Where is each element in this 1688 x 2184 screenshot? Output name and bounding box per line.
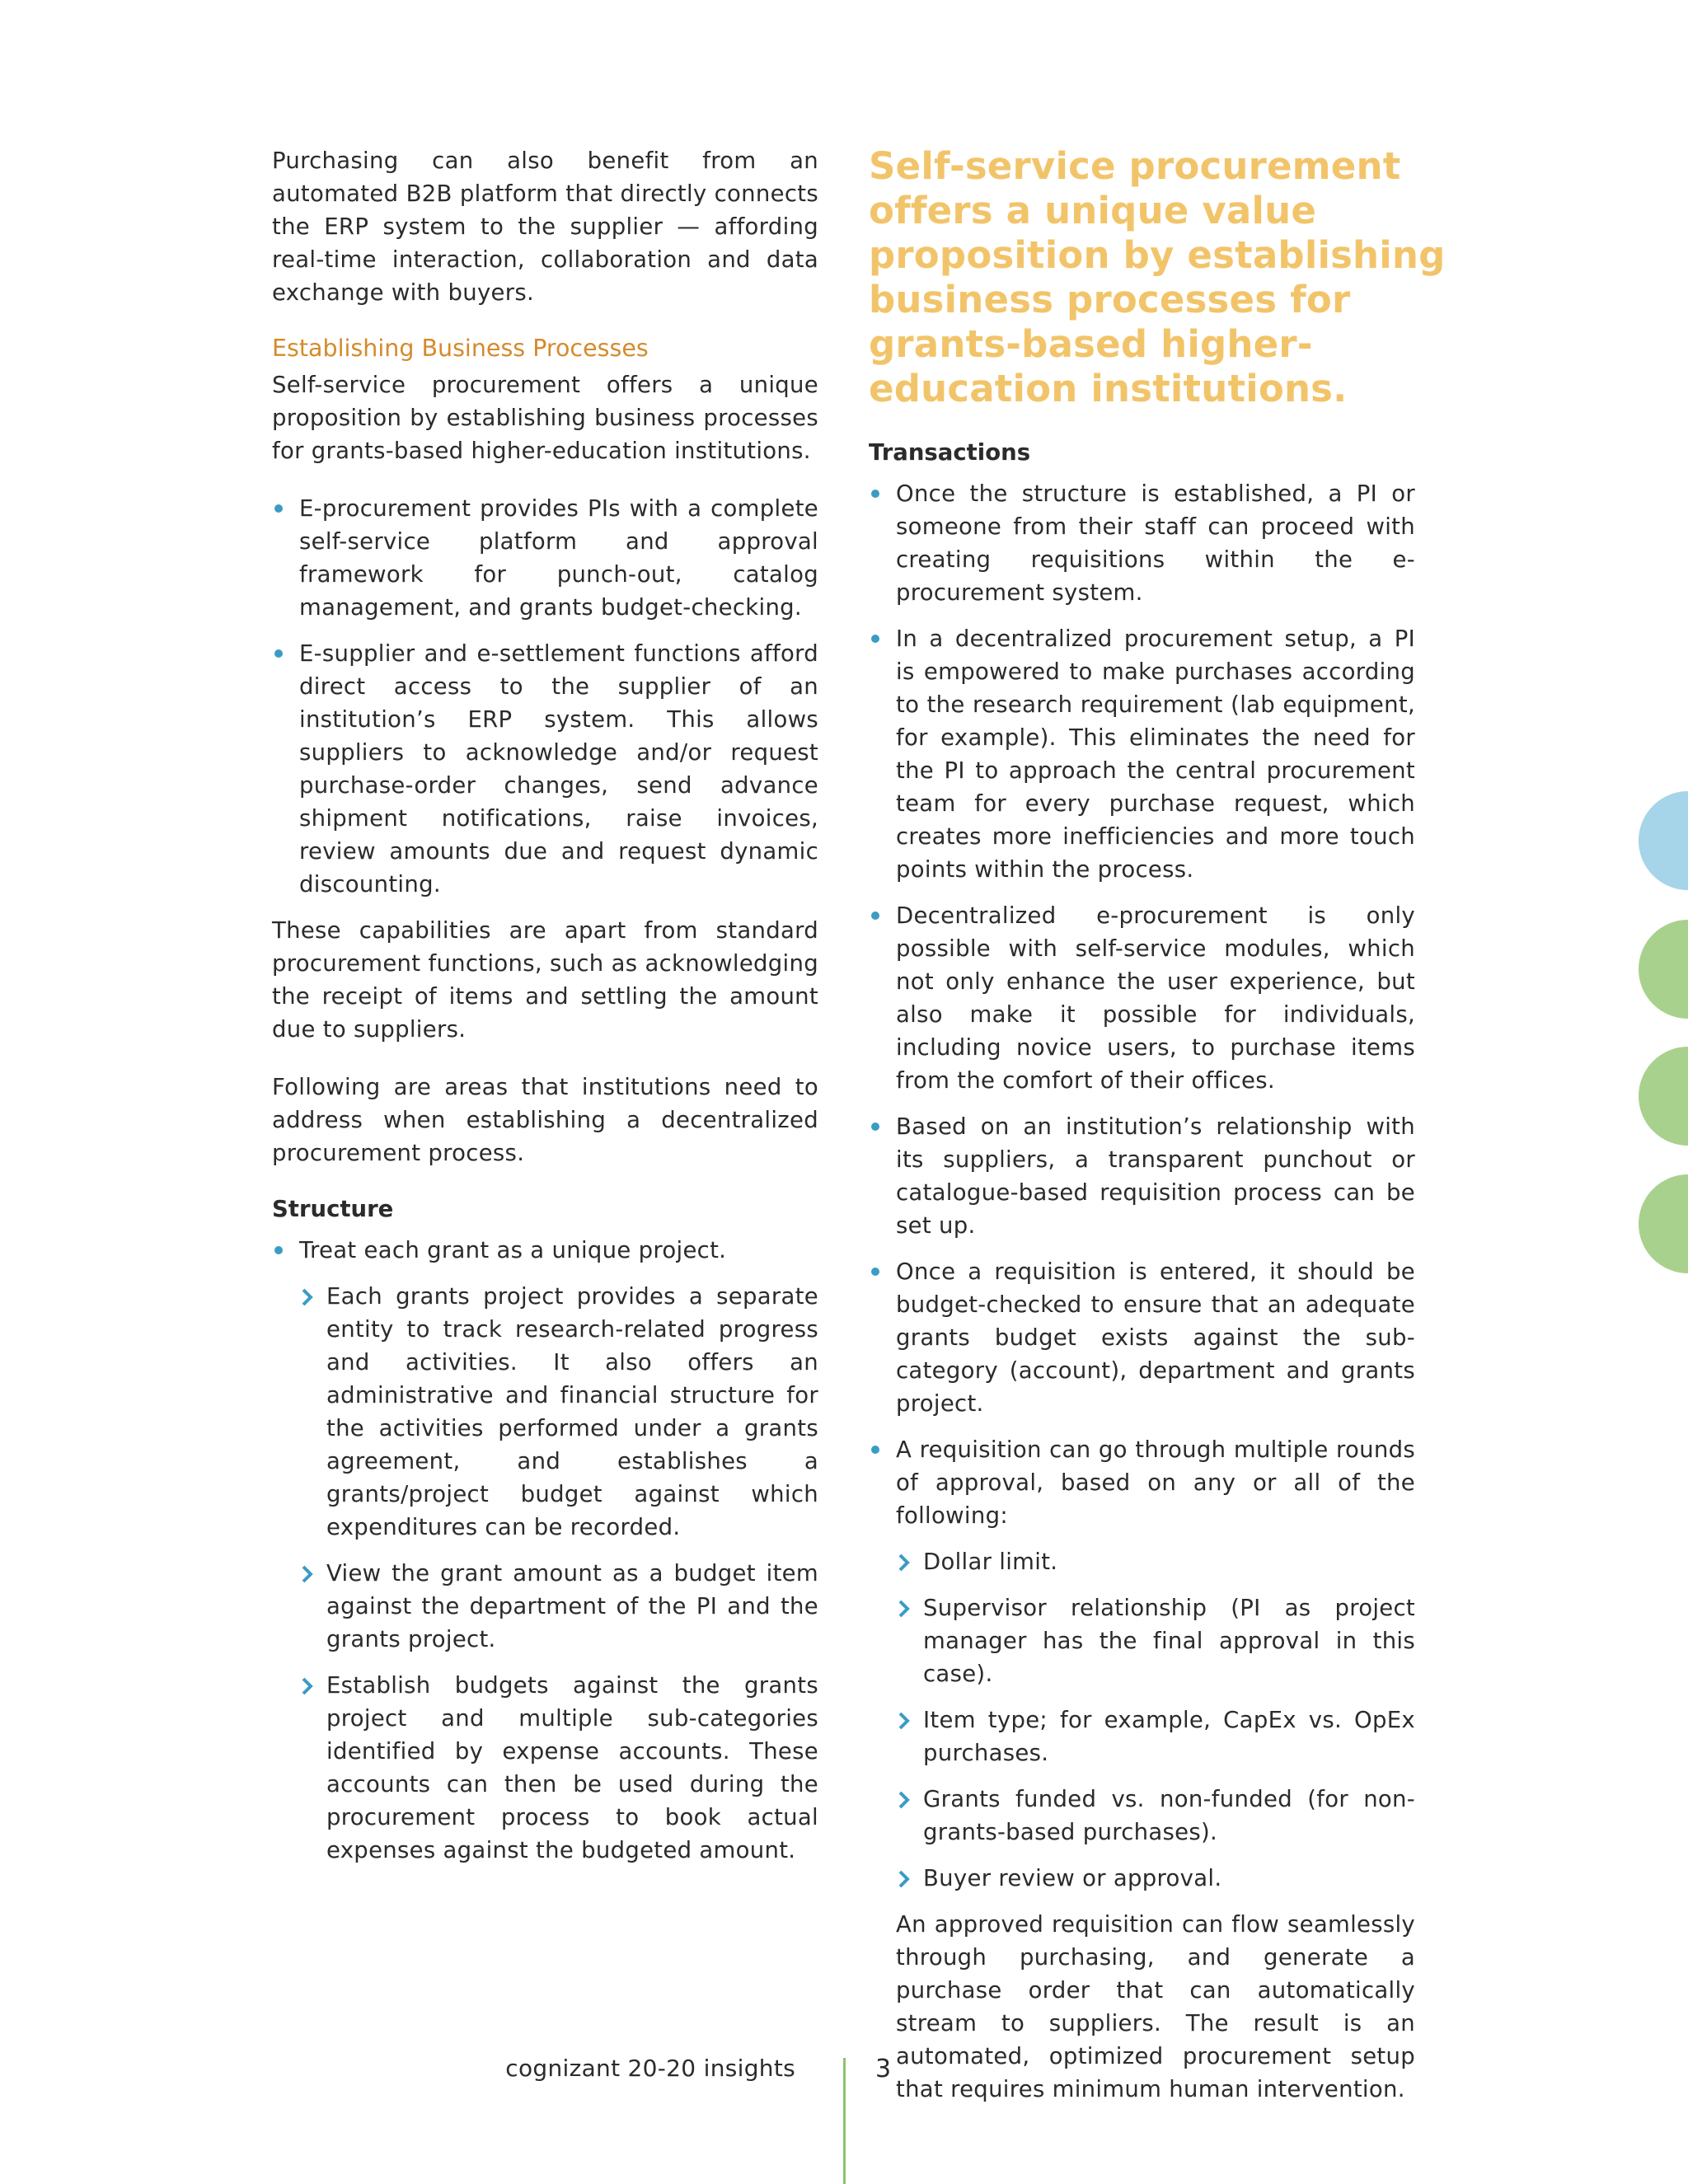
bullet-dot-icon xyxy=(871,1446,879,1454)
list-item xyxy=(869,622,1415,886)
list-item xyxy=(869,1433,1415,1895)
list-item-text: In a decentralized procurement setup, a PI is empowered to make purchases according to the research requirement (lab equipment, for example). This eliminates the need for the PI to approach the central procurement team for every purchase request, which creates more inefficiencies and more touch points within the process. xyxy=(896,626,1415,883)
pull-quote: Self-service procurement offers a unique value proposition by establishing business processes for grants-based higher-education institutions. xyxy=(869,144,1446,410)
list-item xyxy=(869,1255,1415,1420)
chevron-right-icon xyxy=(301,1565,314,1583)
sub-list-item-text: Grants funded vs. non-funded (for non-grants-based purchases). xyxy=(923,1786,1415,1845)
list-item-text: Treat each grant as a unique project. xyxy=(299,1237,727,1263)
chevron-right-icon xyxy=(301,1288,314,1306)
bullet-dot-icon xyxy=(871,1122,879,1131)
capabilities-paragraph: These capabilities are apart from standard procurement functions, such as acknowledging the receipt of items and settling the amount due to suppliers. xyxy=(272,917,818,1043)
bullet-dot-icon xyxy=(871,635,879,643)
bullet-dot-icon xyxy=(274,1246,283,1254)
list-item xyxy=(272,1234,818,1867)
list-item xyxy=(272,637,818,901)
sub-list-item-text: Item type; for example, CapEx vs. OpEx purchases. xyxy=(923,1707,1415,1766)
sub-list-item-text: Buyer review or approval. xyxy=(923,1865,1222,1891)
bullet-dot-icon xyxy=(871,912,879,920)
list-item-text: E-procurement provides PIs with a complete self-service platform and approval framework for punch-out, catalog management, and grants budget-checking. xyxy=(299,495,818,621)
list-item-text: Based on an institution’s relationship with its suppliers, a transparent punchout or catalogue-based requisition process can be set up. xyxy=(896,1113,1415,1239)
decorative-circle-blue xyxy=(1639,791,1688,890)
right-column xyxy=(869,144,1446,2106)
sub-list-item xyxy=(896,1704,1415,1769)
bullet-dot-icon xyxy=(274,649,283,658)
left-bullet-list xyxy=(272,492,818,901)
list-item xyxy=(272,492,818,624)
approval-sub-list xyxy=(896,1545,1415,1895)
sub-list-item xyxy=(299,1557,818,1656)
section-title: Establishing Business Processes xyxy=(272,335,649,362)
structure-sub-list xyxy=(299,1280,818,1867)
sub-list-item xyxy=(299,1280,818,1544)
sub-list-item xyxy=(896,1545,1415,1578)
bullet-dot-icon xyxy=(871,1268,879,1276)
page-number: 3 xyxy=(875,2055,892,2083)
decorative-circle-green xyxy=(1639,1174,1688,1273)
sub-list-item-text: Establish budgets against the grants project and multiple sub-categories identified by expense accounts. These accounts can then be used during the procurement process to book actual expenses against the budgeted amount. xyxy=(326,1672,818,1863)
footer-brand: cognizant 20-20 insights xyxy=(505,2055,795,2082)
chevron-right-icon xyxy=(301,1677,314,1695)
bullet-dot-icon xyxy=(871,490,879,498)
transactions-list xyxy=(869,477,1415,1895)
sub-list-item-text: Dollar limit. xyxy=(923,1549,1058,1575)
sub-list-item xyxy=(896,1862,1415,1895)
sub-list-item xyxy=(299,1669,818,1867)
list-item-text: Once the structure is established, a PI or someone from their staff can proceed with creating requisitions within the e-procurement system. xyxy=(896,480,1415,606)
sub-list-item-text: Each grants project provides a separate entity to track research-related progress and activities. It also offers an administrative and financial structure for the activities performed under a grants agreement, and establishes a grants/project budget against which expenditures can be recorded. xyxy=(326,1283,818,1540)
bullet-dot-icon xyxy=(274,504,283,513)
intro-paragraph: Purchasing can also benefit from an automated B2B platform that directly connects the ERP system to the supplier — affording real-time interaction, collaboration and data exchange with buyers. xyxy=(272,148,818,306)
left-column xyxy=(272,144,818,1880)
structure-list xyxy=(272,1234,818,1867)
list-item-text: A requisition can go through multiple rounds of approval, based on any or all of the following: xyxy=(896,1436,1415,1529)
chevron-right-icon xyxy=(898,1712,911,1730)
list-item-text: Decentralized e-procurement is only possible with self-service modules, which not only enhance the user experience, but also make it possible for individuals, including novice users, to purchase items from the comfort of their offices. xyxy=(896,902,1415,1094)
structure-heading: Structure xyxy=(272,1196,394,1222)
sub-list-item-text: Supervisor relationship (PI as project manager has the final approval in this case). xyxy=(923,1595,1415,1687)
decorative-circle-green xyxy=(1639,1047,1688,1146)
transactions-heading: Transactions xyxy=(869,439,1031,466)
sub-list-item-text: View the grant amount as a budget item against the department of the PI and the grants project. xyxy=(326,1560,818,1652)
chevron-right-icon xyxy=(898,1554,911,1572)
chevron-right-icon xyxy=(898,1791,911,1809)
chevron-right-icon xyxy=(898,1600,911,1618)
list-item xyxy=(869,1110,1415,1242)
list-item-text: Once a requisition is entered, it should be budget-checked to ensure that an adequate grants budget exists against the sub-category (account), department and grants project. xyxy=(896,1258,1415,1417)
list-item xyxy=(869,477,1415,609)
chevron-right-icon xyxy=(898,1870,911,1888)
list-item xyxy=(869,899,1415,1097)
sub-list-item xyxy=(896,1591,1415,1690)
areas-paragraph: Following are areas that institutions need to address when establishing a decentralized procurement process. xyxy=(272,1074,818,1166)
decorative-circle-green xyxy=(1639,920,1688,1019)
footer-divider xyxy=(843,2058,846,2184)
section-paragraph: Self-service procurement offers a unique proposition by establishing business processes for grants-based higher-education institutions. xyxy=(272,372,818,464)
sub-list-item xyxy=(896,1783,1415,1849)
closing-paragraph: An approved requisition can flow seamlessly through purchasing, and generate a purchase order that can automatically stream to suppliers. The result is an automated, optimized procurement setup that requires minimum human intervention. xyxy=(896,1911,1415,2102)
list-item-text: E-supplier and e-settlement functions afford direct access to the supplier of an institution’s ERP system. This allows suppliers to acknowledge and/or request purchase-order changes, send advance shipment notifications, raise invoices, review amounts due and request dynamic discounting. xyxy=(299,640,818,898)
